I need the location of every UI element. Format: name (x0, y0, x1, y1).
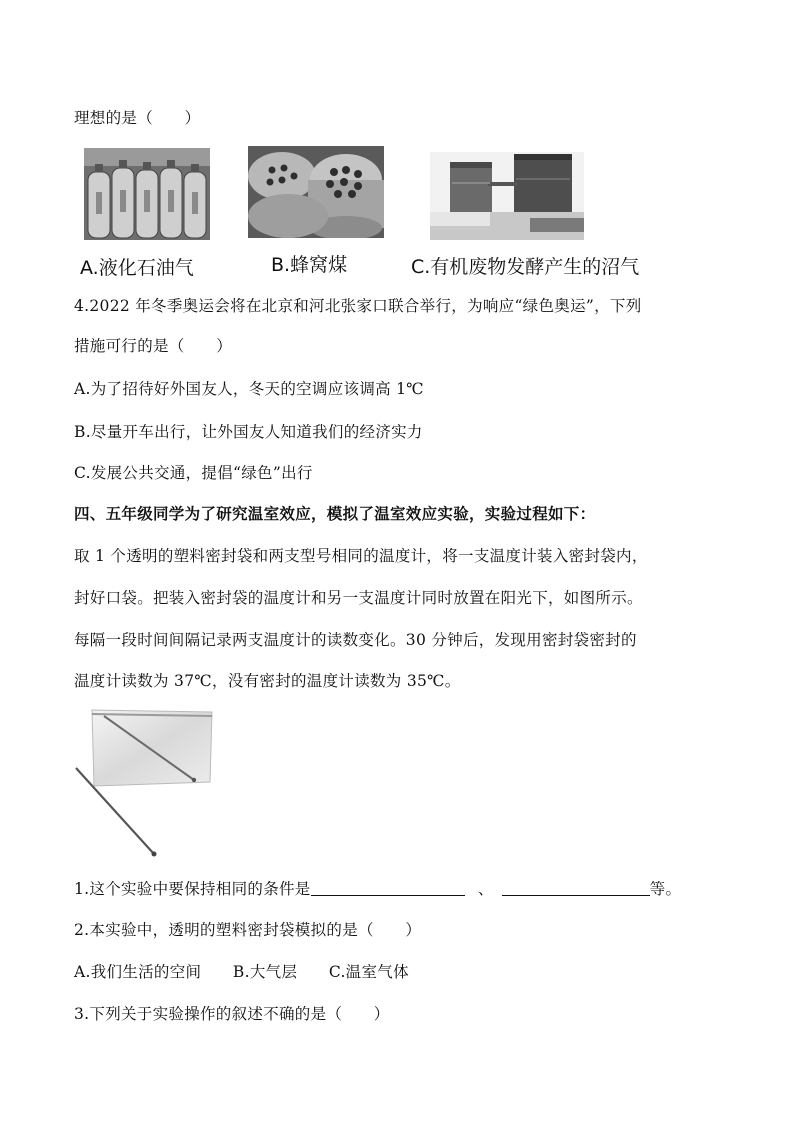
honeycomb-briquettes-image (248, 146, 384, 238)
question-1-suffix: 等。 (649, 880, 682, 898)
q4-stem-line1: 4.2022 年冬季奥运会将在北京和河北张家口联合举行，为响应“绿色奥运”，下列 (74, 297, 642, 315)
biogas-tanks-image (430, 152, 584, 240)
section4-para-line3: 每隔一段时间间隔记录两支温度计的读数变化。30 分钟后，发现用密封袋密封的 (74, 631, 637, 649)
lpg-tanks-image (84, 148, 210, 240)
answer-blank-1[interactable] (311, 879, 465, 896)
q3-option-c: C.有机废物发酵产生的沼气 (411, 256, 640, 278)
photo-honeycomb-briquettes (248, 146, 384, 238)
answer-blank-2[interactable] (502, 879, 650, 896)
question-3: 3.下列关于实验操作的叙述不确的是（ ） (74, 1005, 390, 1023)
q4-option-c: C.发展公共交通，提倡“绿色”出行 (74, 464, 313, 482)
photo-lpg-tanks (84, 148, 210, 240)
section4-para-line1: 取 1 个透明的塑料密封袋和两支型号相同的温度计，将一支温度计装入密封袋内， (74, 547, 648, 565)
q3-stem-tail: 理想的是（ ） (74, 109, 201, 127)
q3-option-b: B.蜂窝煤 (271, 254, 348, 276)
photo-biogas-tanks (430, 152, 584, 240)
question-2-options: A.我们生活的空间 B.大气层 C.温室气体 (74, 963, 409, 981)
question-1-prefix: 1.这个实验中要保持相同的条件是 (74, 880, 311, 898)
section4-para-line2: 封好口袋。把装入密封袋的温度计和另一支温度计同时放置在阳光下，如图所示。 (74, 589, 643, 607)
question-2: 2.本实验中，透明的塑料密封袋模拟的是（ ） (74, 921, 422, 939)
q4-option-a: A.为了招待好外国友人，冬天的空调应该调高 1℃ (74, 380, 424, 398)
sealed-bag-thermometer-image (74, 706, 216, 858)
section4-heading: 四、五年级同学为了研究温室效应，模拟了温室效应实验，实验过程如下： (74, 504, 596, 523)
q3-option-a: A.液化石油气 (80, 257, 194, 279)
question-1-separator: 、 (477, 880, 494, 898)
section4-para-line4: 温度计读数为 37℃，没有密封的温度计读数为 35℃。 (74, 672, 461, 690)
q4-option-b: B.尽量开车出行，让外国友人知道我们的经济实力 (74, 423, 423, 441)
q4-stem-line2: 措施可行的是（ ） (74, 337, 233, 355)
experiment-illustration (74, 706, 216, 858)
question-1 (74, 877, 681, 899)
